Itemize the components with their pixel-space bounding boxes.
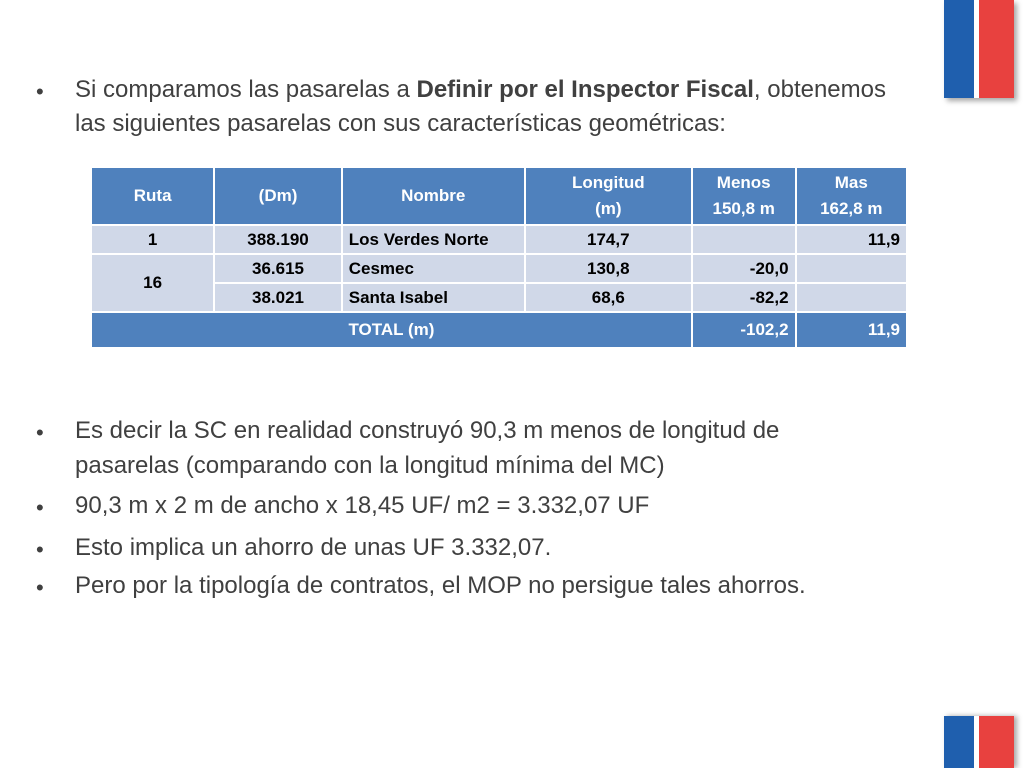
bullet-1-line-2: pasarelas (comparando con la longitud mínima del MC) bbox=[75, 452, 665, 479]
header-menos-line2: 150,8 m bbox=[712, 199, 775, 218]
table-row bbox=[92, 226, 906, 253]
flag-logo-bottom bbox=[944, 716, 1014, 768]
cell-menos: -82,2 bbox=[693, 284, 795, 311]
cell-nombre: Santa Isabel bbox=[343, 284, 524, 311]
cell-nombre: Cesmec bbox=[343, 255, 524, 282]
cell-longitud: 130,8 bbox=[526, 255, 691, 282]
header-mas-line2: 162,8 m bbox=[820, 199, 883, 218]
table-row bbox=[92, 255, 906, 282]
header-longitud bbox=[526, 168, 691, 224]
cell-longitud: 68,6 bbox=[526, 284, 691, 311]
cell-mas bbox=[797, 284, 906, 311]
header-mas-line1: Mas bbox=[834, 173, 868, 192]
cell-dm: 388.190 bbox=[215, 226, 340, 253]
header-menos-line1: Menos bbox=[716, 173, 771, 192]
total-mas: 11,9 bbox=[797, 313, 906, 347]
bullet-icon: • bbox=[36, 79, 44, 104]
intro-line-2: las siguientes pasarelas con sus características geométricas: bbox=[75, 110, 726, 137]
bullet-icon: • bbox=[36, 420, 44, 445]
intro-text-bold: Definir por el Inspector Fiscal bbox=[416, 76, 754, 103]
bullet-icon: • bbox=[36, 575, 44, 600]
flag-logo-top bbox=[944, 0, 1014, 98]
header-mas bbox=[797, 168, 906, 224]
total-menos: -102,2 bbox=[693, 313, 795, 347]
bullet-1-line-1: Es decir la SC en realidad construyó 90,3 m menos de longitud de bbox=[75, 417, 780, 444]
header-longitud-line1: Longitud bbox=[571, 173, 645, 192]
header-nombre: Nombre bbox=[343, 168, 524, 224]
intro-line-1 bbox=[75, 73, 935, 107]
header-dm: (Dm) bbox=[215, 168, 340, 224]
cell-ruta: 1 bbox=[92, 226, 213, 253]
cell-dm: 36.615 bbox=[215, 255, 340, 282]
table-header-row bbox=[92, 168, 906, 224]
cell-longitud: 174,7 bbox=[526, 226, 691, 253]
bullet-3: Esto implica un ahorro de unas UF 3.332,07. bbox=[75, 534, 552, 561]
total-label: TOTAL (m) bbox=[92, 313, 691, 347]
header-longitud-line2: (m) bbox=[595, 199, 622, 218]
table-row bbox=[92, 284, 906, 311]
header-menos bbox=[693, 168, 795, 224]
header-ruta: Ruta bbox=[92, 168, 213, 224]
table-total-row bbox=[92, 313, 906, 347]
pasarelas-table bbox=[90, 166, 908, 349]
bullet-icon: • bbox=[36, 537, 44, 562]
intro-text-pre: Si comparamos las pasarelas a bbox=[75, 76, 417, 103]
cell-menos: -20,0 bbox=[693, 255, 795, 282]
cell-ruta: 16 bbox=[92, 255, 213, 311]
bullet-2: 90,3 m x 2 m de ancho x 18,45 UF/ m2 = 3.332,07 UF bbox=[75, 492, 650, 519]
cell-nombre: Los Verdes Norte bbox=[343, 226, 524, 253]
intro-text-post: , obtenemos bbox=[753, 76, 886, 103]
cell-mas bbox=[797, 255, 906, 282]
cell-dm: 38.021 bbox=[215, 284, 340, 311]
bullet-icon: • bbox=[36, 495, 44, 520]
cell-menos bbox=[693, 226, 795, 253]
cell-mas: 11,9 bbox=[797, 226, 906, 253]
bullet-4: Pero por la tipología de contratos, el MOP no persigue tales ahorros. bbox=[75, 572, 806, 599]
